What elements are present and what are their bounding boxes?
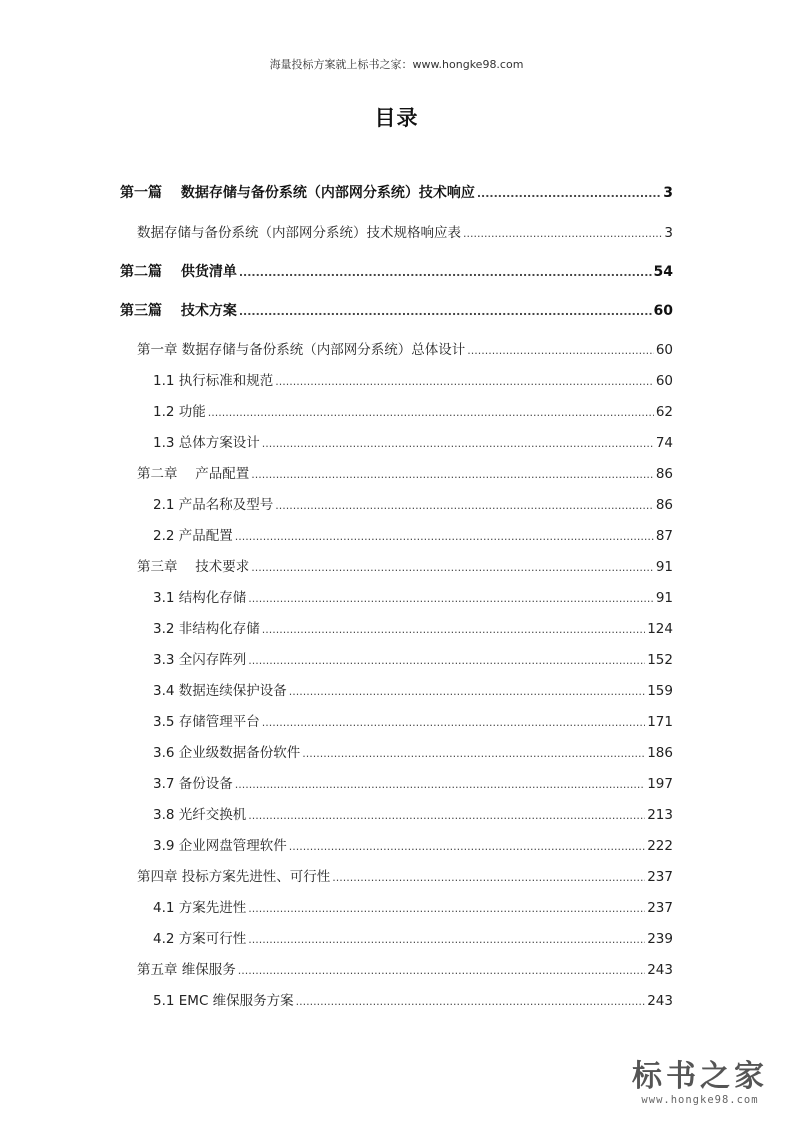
toc-entry-page: 197 <box>647 776 673 792</box>
toc-leader-dots <box>248 590 654 608</box>
toc-entry-label: 3.1 结构化存储 <box>153 590 247 606</box>
toc-entry-label: 第一章 数据存储与备份系统（内部网分系统）总体设计 <box>137 342 466 358</box>
toc-entry-label: 2.2 产品配置 <box>153 528 233 544</box>
toc-entry-page: 222 <box>647 838 673 854</box>
toc-entry-3-4[interactable] <box>153 682 673 701</box>
toc-entry-1-1[interactable] <box>153 372 673 391</box>
toc-leader-dots <box>235 776 645 794</box>
toc-entry-3-9[interactable] <box>153 837 673 856</box>
toc-leader-dots <box>248 652 645 670</box>
toc-entry-label: 第五章 维保服务 <box>137 962 236 978</box>
toc-entry-page: 237 <box>647 869 673 885</box>
toc-entry-label: 3.2 非结构化存储 <box>153 621 260 637</box>
toc-entry-4-2[interactable] <box>153 930 673 949</box>
toc-entry-page: 171 <box>647 714 673 730</box>
toc-entry-label: 第三章 技术要求 <box>137 559 250 575</box>
toc-entry-page: 3 <box>664 225 673 241</box>
toc-leader-dots <box>332 869 645 887</box>
toc-entry-1-3[interactable] <box>153 434 673 453</box>
page-header: 海量投标方案就上标书之家：www.hongke98.com <box>269 58 524 71</box>
toc-entry-page: 237 <box>647 900 673 916</box>
toc-entry-page: 213 <box>647 807 673 823</box>
toc-entry-label: 2.1 产品名称及型号 <box>153 497 274 513</box>
toc-entry-label: 数据存储与备份系统（内部网分系统）技术规格响应表 <box>137 225 461 241</box>
toc-entry-page: 86 <box>655 497 673 513</box>
toc-entry-page: 159 <box>647 683 673 699</box>
toc-entry-2-1[interactable] <box>153 496 673 515</box>
toc-entry-label: 4.1 方案先进性 <box>153 900 247 916</box>
toc-leader-dots <box>239 303 652 321</box>
toc-leader-dots <box>208 404 654 422</box>
toc-leader-dots <box>302 745 645 763</box>
toc-leader-dots <box>248 900 645 918</box>
toc-entry-page: 186 <box>647 745 673 761</box>
toc-entry-chapter-3[interactable] <box>137 558 673 577</box>
toc-entry-page: 74 <box>655 435 673 451</box>
toc-entry-label: 3.9 企业网盘管理软件 <box>153 838 287 854</box>
toc-entry-3-2[interactable] <box>153 620 673 639</box>
toc-entry-page: 91 <box>655 559 673 575</box>
toc-entry-page: 60 <box>655 342 673 358</box>
toc-entry-label: 第三篇 技术方案 <box>120 303 237 319</box>
toc-leader-dots <box>248 931 645 949</box>
toc-entry-5-1[interactable] <box>153 992 673 1011</box>
toc-leader-dots <box>275 373 654 391</box>
toc-entry-part-3[interactable] <box>120 302 673 321</box>
watermark-url: www.hongke98.com <box>641 1094 759 1106</box>
toc-leader-dots <box>477 185 661 203</box>
toc-leader-dots <box>262 714 645 732</box>
toc-leader-dots <box>467 342 654 360</box>
toc-entry-label: 4.2 方案可行性 <box>153 931 247 947</box>
toc-entry-page: 60 <box>655 373 673 389</box>
toc-entry-part-2[interactable] <box>120 263 673 282</box>
toc-leader-dots <box>248 807 645 825</box>
toc-entry-label: 3.3 全闪存阵列 <box>153 652 247 668</box>
toc-entry-label: 第一篇 数据存储与备份系统（内部网分系统）技术响应 <box>120 185 475 201</box>
toc-entry-page: 54 <box>653 264 673 280</box>
toc-entry-section[interactable] <box>137 224 673 243</box>
toc-leader-dots <box>235 528 654 546</box>
toc-entry-page: 243 <box>647 993 673 1009</box>
toc-entry-chapter-5[interactable] <box>137 961 673 980</box>
toc-entry-part-1[interactable] <box>120 184 673 203</box>
toc-entry-3-6[interactable] <box>153 744 673 763</box>
toc-entry-3-1[interactable] <box>153 589 673 608</box>
toc-entry-page: 87 <box>655 528 673 544</box>
toc-leader-dots <box>238 962 645 980</box>
toc-entry-3-3[interactable] <box>153 651 673 670</box>
toc-entry-label: 3.7 备份设备 <box>153 776 233 792</box>
toc-entry-1-2[interactable] <box>153 403 673 422</box>
toc-entry-chapter-4[interactable] <box>137 868 673 887</box>
toc-entry-label: 1.2 功能 <box>153 404 206 420</box>
toc-entry-label: 3.6 企业级数据备份软件 <box>153 745 301 761</box>
toc-leader-dots <box>262 435 654 453</box>
toc-entry-3-5[interactable] <box>153 713 673 732</box>
toc-entry-page: 86 <box>655 466 673 482</box>
toc-entry-2-2[interactable] <box>153 527 673 546</box>
toc-entry-label: 5.1 EMC 维保服务方案 <box>153 993 294 1009</box>
toc-entry-page: 239 <box>647 931 673 947</box>
toc-leader-dots <box>239 264 652 282</box>
toc-entry-page: 124 <box>647 621 673 637</box>
toc-leader-dots <box>262 621 645 639</box>
toc-entry-4-1[interactable] <box>153 899 673 918</box>
toc-entry-chapter-1[interactable] <box>137 341 673 360</box>
toc-entry-label: 第二篇 供货清单 <box>120 264 237 280</box>
toc-entry-3-7[interactable] <box>153 775 673 794</box>
toc-entry-label: 3.4 数据连续保护设备 <box>153 683 287 699</box>
toc-entry-page: 3 <box>663 185 673 201</box>
toc-entry-3-8[interactable] <box>153 806 673 825</box>
toc-leader-dots <box>463 225 662 243</box>
toc-entry-label: 3.8 光纤交换机 <box>153 807 247 823</box>
toc-entry-label: 1.3 总体方案设计 <box>153 435 260 451</box>
toc-leader-dots <box>275 497 654 515</box>
toc-entry-label: 第四章 投标方案先进性、可行性 <box>137 869 331 885</box>
toc-leader-dots <box>251 466 654 484</box>
toc-entry-label: 1.1 执行标准和规范 <box>153 373 274 389</box>
toc-entry-chapter-2[interactable] <box>137 465 673 484</box>
toc-entry-page: 60 <box>653 303 673 319</box>
watermark-title: 标书之家 <box>632 1059 768 1094</box>
toc-leader-dots <box>289 683 645 701</box>
toc-entry-page: 152 <box>647 652 673 668</box>
toc-leader-dots <box>289 838 645 856</box>
watermark-logo <box>610 1060 790 1106</box>
toc-entry-page: 62 <box>655 404 673 420</box>
toc-leader-dots <box>251 559 654 577</box>
toc-entry-page: 243 <box>647 962 673 978</box>
toc-leader-dots <box>296 993 646 1011</box>
page-title: 目录 <box>374 106 419 130</box>
toc-entry-label: 3.5 存储管理平台 <box>153 714 260 730</box>
toc-entry-label: 第二章 产品配置 <box>137 466 250 482</box>
toc-entry-page: 91 <box>655 590 673 606</box>
